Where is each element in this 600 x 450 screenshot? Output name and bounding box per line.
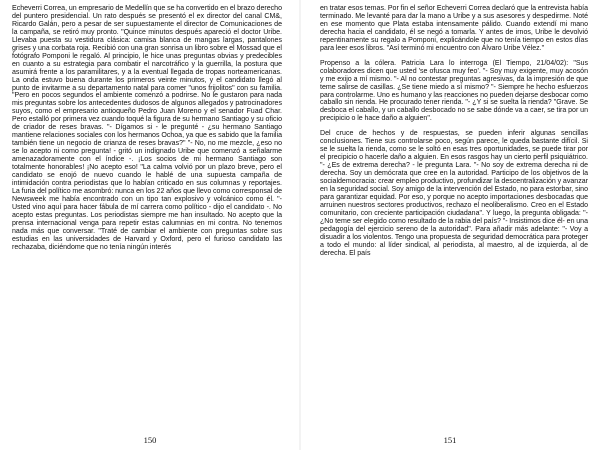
right-paragraph-2: Propenso a la cólera. Patricia Lara lo interroga (El Tiempo, 21/04/02): "Sus colaboradores dicen que usted 'se ofusca muy feo'. "- Soy muy exigente, muy acosón y me exijo a mí mismo. "- Al no contestar preguntas agresivas, da la impresión de que teme salirse de casillas. ¿Se tiene miedo a sí mismo? "- Siempre he hecho esfuerzos para controlarme. Uno es humano y las reacciones no pueden dejarse desbocar como caballo sin rienda. He procurado tener rienda. "- ¿Y si se suelta la rienda? "Grave. Se desboca el caballo, y un caballo desbocado no se sabe dónde va a caer, se tira por un precipicio o le hace daño a alguien".: [320, 59, 588, 123]
right-paragraph-1: en tratar esos temas. Por fin el señor Echeverri Correa declaró que la entrevista había terminado. Me levanté para dar la mano a Uribe y a sus asesores y despedirme. Noté en ese momento que Plata estaba intensamente pálido. Cuando extendí mi mano derecha hacia el candidato, él se negó a tomarla. Y antes de irnos, Uribe le devolvió repentinamente su regalo a Pomponi, explicándole que no tenía tiempo en estos días para leer esos libros. "Así terminó mi encuentro con Álvaro Uribe Vélez.": [320, 5, 588, 52]
page-number-left: 150: [143, 435, 157, 445]
right-paragraph-3: Del cruce de hechos y de respuestas, se pueden inferir algunas sencillas conclusiones. Tiene sus controlarse poco, según parece, le queda bastante difícil. Si se le suelta la rienda, como se le soltó en esas tres oportunidades, se puede tirar por el precipicio o hacerle daño a alguien. En esos rasgos hay un cierto perfil psiquiátrico. "- ¿Es de extrema derecha? - le pregunta Lara. "- No soy de extrema derecha ni de derecha. Soy un demócrata que cree en la autoridad. Participo de los objetivos de la socialdemocracia: crear empleo productivo, profundizar la descentralización y avanzar en la seguridad social. Soy amigo de la intervención del Estado, no para estorbar, sino para garantizar equidad. Por eso, y porque no acepto importaciones desbocadas que arruinen nuestros sectores productivos, rechazo el neoliberalismo. Creo en el Estado comunitario, con creciente participación ciudadana". Y luego, la pregunta obligada: "- ¿No teme ser elegido como resultado de la rabia del país? "- Insistimos dice él- en una pedagogía del ejercicio sereno de la autoridad". Para añadir más adelante: "- Voy a disuadir a los violentos. Tengo una propuesta de seguridad democrática para proteger a todo el mundo: al líder sindical, al periodista, al maestro, al de izquierda, al de derecha. El país: [320, 130, 589, 257]
page-number-right: 151: [443, 435, 457, 445]
left-paragraph-1: Echeverri Correa, un empresario de Medellín que se ha convertido en el brazo derecho del puntero presidencial. Un rato después se presentó el ex director del canal CM&, Ricardo Galán, pero a pesar de ser supuestamente el director de Comunicaciones de la campaña, se retiró muy pronto. "Quince minutos después apareció el doctor Uribe. Llevaba puesta su vestidura clásica: camisa blanca de mangas largas, pantalones grises y una corbata roja. Recibió con una gran sonrisa un libro sobre el Mossad que el fotógrafo Pomponi le regaló. Al principio, le hice unas preguntas obvias y predecibles en cuanto a su estrategia para combatir el narcotráfico y la guerrilla, la postura que asumirá frente a los paramilitares, y a la eventual llegada de tropas norteamericanas. La onda estuvo buena durante los primeros veinte minutos, y el candidato llegó al punto de invitarme a su departamento natal para comer "unos frijolitos" con su familia. "Pero en pocos segundos el ambiente comenzó a podrirse. No le gustaron para nada mis preguntas sobre los antecedentes dudosos de algunos allegados y patrocinadores suyos, como el empresario antioqueño Pedro Juan Moreno y el senador Fuad Char. Pero estalló por primera vez cuando toqué la figura de su hermano Santiago y su oficio de criador de reses bravas. "- Dígamos si - le pregunté - ¿su hermano Santiago mantiene relaciones sociales con los hermanos Ochoa, ya que es sabido que la familia también tiene un negocio de crianza de reses bravas?" "- No, no me mezcle, ¿eso no se lo acepto ni como pregunta! - gritó un indignado Uribe que comenzó a señalarme amenazadoramente con el índice -. ¡Los socios de mi hermano Santiago son totalmente honorables! ¡No acepto eso! "La calma volvió por un plazo breve, pero el candidato se enojó de nuevo cuando le hablé de una supuesta campaña de intimidación contra periodistas que lo habían criticado en sus columnas y reportajes. La furia del político me asombró: nunca en los 22 años que llevo como corresponsal de Newsweek me había encontrado con un tipo tan explosivo y volcánico como él. "- Usted vino aquí para hacer fábula de mí carrera como político - dijo el candidato -. No acepto estas preguntas. Los periodistas siempre me han insultado. No acepto que la prensa internacional venga para repetir estas calumnias en mi contra. No tenemos nada más que conversar. "Traté de cambiar el ambiente con preguntas sobre sus estudias en las universidades de Harvard y Oxford, pero el furioso candidato las rechazaba, diciéndome que no tenía ningún interés: [12, 5, 282, 251]
right-page: [300, 0, 600, 450]
